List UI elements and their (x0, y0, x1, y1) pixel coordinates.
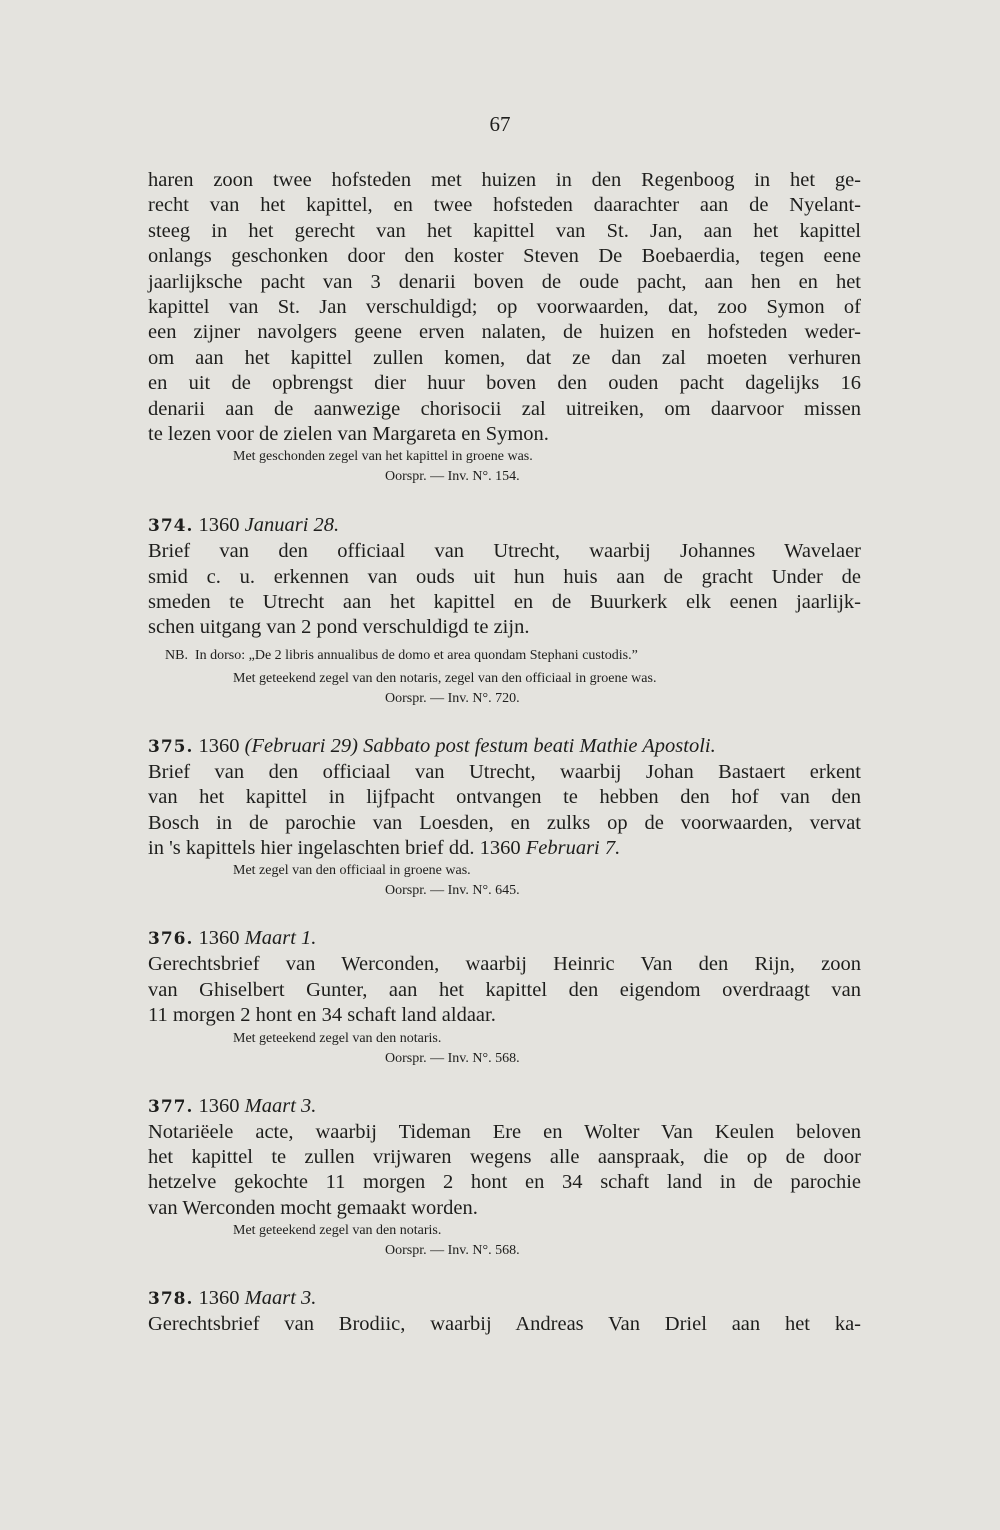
text-line: het kapittel te zullen vrijwaren wegens alle aanspraak, die op de door (148, 1145, 861, 1168)
entry-number: 376. (148, 929, 194, 950)
intro-paragraph (148, 168, 861, 487)
text-line: van het kapittel in lijfpacht ontvangen te hebben den hof van den (148, 786, 861, 809)
seal-note: Met geteekend zegel van den notaris, zegel van den officiaal in groene was. (233, 670, 657, 686)
entry-date: Maart 3. (244, 1094, 317, 1117)
text-line: haren zoon twee hofsteden met huizen in den Regenboog in het ge- (148, 169, 861, 191)
entry-heading (148, 1094, 861, 1120)
text-line: Gerechtsbrief van Brodiic, waarbij Andreas Van Driel aan het ka- (148, 1313, 861, 1336)
entry-heading (148, 1286, 861, 1312)
text-line: recht van het kapittel, en twee hofsteden daarachter aan de Nyelant- (148, 194, 861, 217)
text-line: 11 morgen 2 hont en 34 schaft land aldaar. (148, 1004, 496, 1027)
text-line: kapittel van St. Jan verschuldigd; op voorwaarden, dat, zoo Symon of (148, 295, 861, 318)
text-line: een zijner navolgers geene erven nalaten, de huizen en hofsteden weder- (148, 321, 861, 344)
original-reference: Oorspr. — Inv. N°. 645. (385, 883, 520, 899)
text-line: van Werconden mocht gemaakt worden. (148, 1196, 478, 1219)
text-line: steeg in het gerecht van het kapittel van St. Jan, aan het kapittel (148, 219, 861, 242)
referenced-date: Februari 7. (525, 837, 621, 860)
entry-year: 1360 (198, 514, 240, 537)
entry-date: Maart 1. (244, 927, 317, 950)
entry-number: 378. (148, 1289, 194, 1310)
entry-year: 1360 (198, 1094, 240, 1117)
seal-note: Met zegel van den officiaal in groene was. (233, 863, 471, 879)
nb-text: In dorso: „De 2 libris annualibus de domo et area quondam Stephani custodis.” (194, 647, 638, 663)
entry-378 (148, 1286, 861, 1337)
entry-376 (148, 926, 861, 1068)
text-line: Notariëele acte, waarbij Tideman Ere en Wolter Van Keulen beloven (148, 1120, 861, 1143)
entry-number: 374. (148, 516, 194, 537)
text-line: smid c. u. erkennen van ouds uit hun huis aan de gracht Under de (148, 565, 861, 588)
entry-374 (148, 513, 861, 709)
text-line: van Ghiselbert Gunter, aan het kapittel den eigendom overdraagt van (148, 978, 861, 1001)
seal-note: Met geteekend zegel van den notaris. (233, 1223, 442, 1239)
entry-heading (148, 513, 861, 539)
text-line: Gerechtsbrief van Werconden, waarbij Heinric Van den Rijn, zoon (148, 953, 861, 976)
text-line: Bosch in de parochie van Loesden, en zulks op de voorwaarden, vervat (148, 811, 861, 834)
original-reference: Oorspr. — Inv. N°. 154. (385, 469, 520, 485)
text-line (148, 836, 861, 861)
text-line: hetzelve gekochte 11 morgen 2 hont en 34 schaft land in de parochie (148, 1171, 861, 1194)
seal-note: Met geschonden zegel van het kapittel in groene was. (233, 449, 533, 465)
nb-label: NB. (165, 647, 188, 663)
page-number: 67 (489, 112, 511, 136)
entry-year: 1360 (198, 1287, 240, 1310)
original-reference: Oorspr. — Inv. N°. 568. (385, 1050, 520, 1066)
entry-date: (Februari 29) Sabbato post festum beati Mathie Apostoli. (244, 734, 716, 757)
nb-note (165, 645, 861, 667)
entry-date: Januari 28. (244, 514, 340, 537)
entry-number: 377. (148, 1096, 194, 1117)
entry-heading (148, 926, 861, 952)
text-line: smeden te Utrecht aan het kapittel en de Buurkerk elk eenen jaarlijk- (148, 591, 861, 614)
seal-note: Met geteekend zegel van den notaris. (233, 1030, 442, 1046)
entry-year: 1360 (198, 927, 240, 950)
entry-date: Maart 3. (244, 1287, 317, 1310)
text-line-part: in 's kapittels hier ingelaschten brief dd. 1360 (148, 837, 521, 860)
entry-377 (148, 1094, 861, 1262)
entry-375 (148, 734, 861, 902)
text-line: Brief van den officiaal van Utrecht, waarbij Johan Bastaert erkent (148, 760, 861, 783)
text-line: jaarlijksche pacht van 3 denarii boven de oude pacht, aan hen en het (148, 270, 861, 293)
entry-year: 1360 (198, 734, 240, 757)
original-reference: Oorspr. — Inv. N°. 568. (385, 1243, 520, 1259)
entry-number: 375. (148, 736, 194, 757)
page-body (148, 168, 861, 1338)
text-line: te lezen voor de zielen van Margareta en Symon. (148, 422, 549, 445)
text-line: om aan het kapittel zullen komen, dat ze dan zal moeten verhuren (148, 346, 861, 369)
entry-heading (148, 734, 861, 760)
text-line: denarii aan de aanwezige chorisocii zal uitreiken, om daarvoor missen (148, 397, 861, 420)
text-line: Brief van den officiaal van Utrecht, waarbij Johannes Wavelaer (148, 540, 861, 563)
original-reference: Oorspr. — Inv. N°. 720. (385, 690, 520, 706)
text-line: en uit de opbrengst dier huur boven den ouden pacht dagelijks 16 (148, 372, 861, 395)
text-line: onlangs geschonken door den koster Steven De Boebaerdia, tegen eene (148, 245, 861, 268)
text-line: schen uitgang van 2 pond verschuldigd te zijn. (148, 616, 530, 639)
